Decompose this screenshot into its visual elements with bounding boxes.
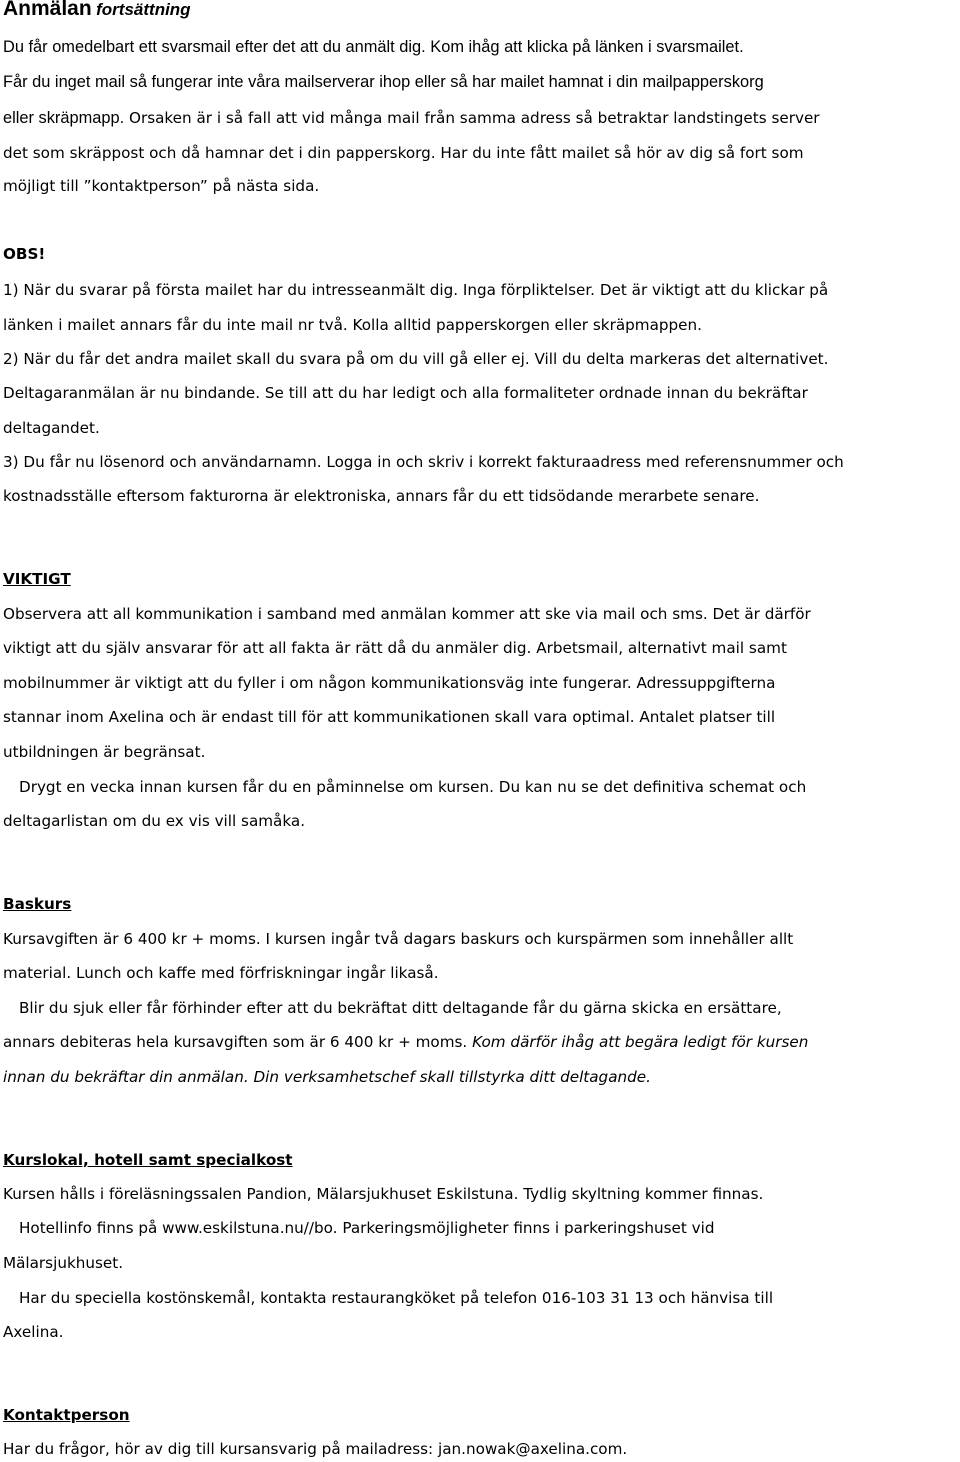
intro-line-3a: eller skräpmapp. [3,109,125,127]
viktigt-line-6: Drygt en vecka innan kursen får du en påminnelse om kursen. Du kan nu se det definitiva schemat och [19,778,807,796]
intro-line-3 [3,106,820,130]
kurslokal-line-1: Kursen hålls i föreläsningssalen Pandion, Mälarsjukhuset Eskilstuna. Tydlig skyltning kommer finnas. [3,1185,764,1203]
baskurs-line-4 [3,1031,808,1055]
baskurs-line-3: Blir du sjuk eller får förhinder efter att du bekräftat ditt deltagande får du gärna skicka en ersättare, [19,999,782,1017]
kontakt-heading: Kontaktperson [3,1406,130,1424]
baskurs-line-1: Kursavgiften är 6 400 kr + moms. I kursen ingår två dagars baskurs och kurspärmen som innehåller allt [3,930,794,948]
obs-line-2: länken i mailet annars får du inte mail nr två. Kolla alltid papperskorgen eller skräpmappen. [3,316,702,334]
intro-line-4 [3,141,804,165]
intro-line-4a: det som skräppost och då hamnar det i din papperskorg. [3,144,436,162]
viktigt-line-1: Observera att all kommunikation i samband med anmälan kommer att ske via mail och sms. Det är därför [3,605,811,623]
page-title [3,0,191,27]
obs-line-4: Deltagaranmälan är nu bindande. Se till att du har ledigt och alla formaliteter ordnade innan du bekräftar [3,384,808,402]
kurslokal-line-5: Axelina. [3,1323,64,1341]
baskurs-heading: Baskurs [3,895,72,913]
obs-line-5: deltagandet. [3,419,100,437]
baskurs-line-5-text: innan du bekräftar din anmälan. Din verksamhetschef skall tillstyrka ditt deltagande. [3,1068,651,1086]
intro-line-3b: Orsaken är i så fall att vid många mail från samma adress så betraktar landstingets server [124,109,820,127]
obs-line-1: 1) När du svarar på första mailet har du intresseanmält dig. Inga förpliktelser. Det är viktigt att du klickar på [3,281,829,299]
intro-line-5: möjligt till ”kontaktperson” på nästa sida. [3,177,320,195]
baskurs-line-4a: annars debiteras hela kursavgiften som är 6 400 kr + moms. [3,1033,468,1051]
title-main: Anmälan [3,0,92,20]
intro-line-2: Får du inget mail så fungerar inte våra mailserverar ihop eller så har mailet hamnat i din mailpapperskorg [3,73,764,91]
viktigt-line-4: stannar inom Axelina och är endast till för att kommunikationen skall vara optimal. Antalet platser till [3,708,776,726]
baskurs-line-2: material. Lunch och kaffe med förfriskningar ingår likaså. [3,964,439,982]
baskurs-line-5 [3,1066,651,1090]
intro-line-4b: Har du inte fått mailet så hör av dig så fort som [435,144,804,162]
viktigt-line-5: utbildningen är begränsat. [3,743,206,761]
viktigt-line-3: mobilnummer är viktigt att du fyller i om någon kommunikationsväg inte fungerar. Adressuppgifterna [3,674,776,692]
kurslokal-line-2: Hotellinfo finns på www.eskilstuna.nu//bo. Parkeringsmöjligheter finns i parkeringshuset vid [19,1219,715,1237]
obs-line-3: 2) När du får det andra mailet skall du svara på om du vill gå eller ej. Vill du delta markeras det alternativet. [3,350,829,368]
viktigt-line-7: deltagarlistan om du ex vis vill samåka. [3,812,306,830]
kurslokal-line-3: Mälarsjukhuset. [3,1254,124,1272]
obs-line-7: kostnadsställe eftersom fakturorna är elektroniska, annars får du ett tidsödande merarbete senare. [3,487,760,505]
viktigt-line-2: viktigt att du själv ansvarar för att all fakta är rätt då du anmäler dig. Arbetsmail, alternativt mail samt [3,639,787,657]
title-subtitle: fortsättning [96,0,191,19]
obs-heading: OBS! [3,245,46,263]
kurslokal-heading: Kurslokal, hotell samt specialkost [3,1151,293,1169]
kurslokal-line-4: Har du speciella kostönskemål, kontakta restaurangköket på telefon 016-103 31 13 och hänvisa till [19,1289,774,1307]
viktigt-heading: VIKTIGT [3,570,71,588]
intro-line-1: Du får omedelbart ett svarsmail efter det att du anmält dig. Kom ihåg att klicka på länken i svarsmailet. [3,38,744,56]
obs-line-6: 3) Du får nu lösenord och användarnamn. Logga in och skriv i korrekt fakturaadress med referensnummer och [3,453,844,471]
baskurs-line-4b: Kom därför ihåg att begära ledigt för kursen [467,1033,809,1051]
kontakt-line-1: Har du frågor, hör av dig till kursansvarig på mailadress: jan.nowak@axelina.com. [3,1440,628,1458]
